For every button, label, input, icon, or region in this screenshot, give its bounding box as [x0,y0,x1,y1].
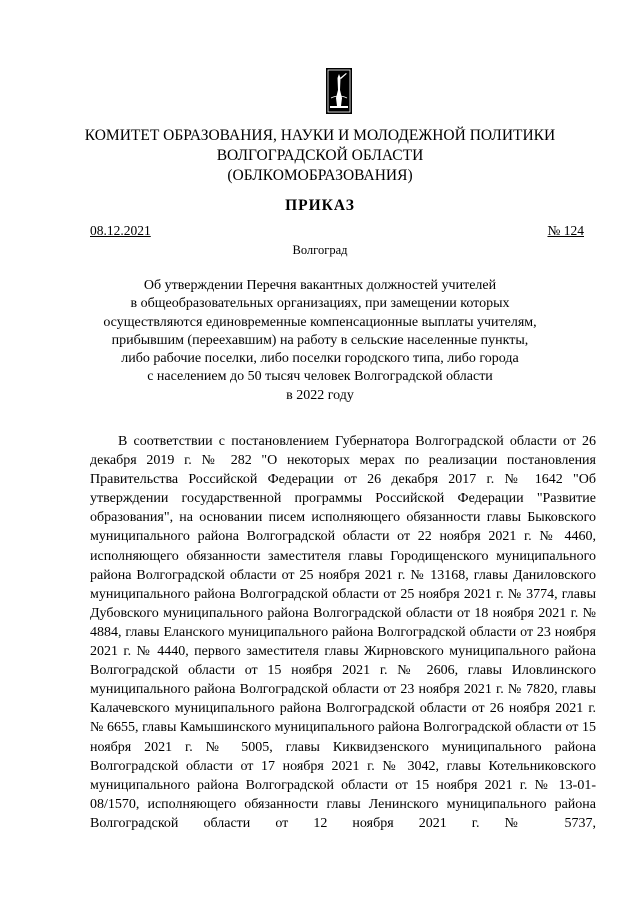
subject-line: прибывшим (переехавшим) на работу в сельские населенные пункты, [111,332,529,348]
body-paragraph: В соответствии с постановлением Губернатора Волгоградской области от 26 декабря 2019 г. № 282 "О некоторых мерах по реализации постановления Правительства Российской Федерации от 26 декабря 2017 г. № 1642 "Об утверждении государственной программы Российской Федерации "Развитие образования", на основании писем исполняющего обязанности главы Быковского муниципального района Волгоградской области от 22 ноября 2021 г. № 4460, исполняющего обязанности заместителя главы Городищенского муниципального района Волгоградской области от 25 ноября 2021 г. № 13168, главы Даниловского муниципального района Волгоградской области от 25 ноября 2021 г. № 3774, главы Дубовского муниципального района Волгоградской области от 18 ноября 2021 г. № 4884, главы Еланского муниципального района Волгоградской области от 23 ноября 2021 г. № 4440, первого заместителя главы Жирновского муниципального района Волгоградской области от 15 ноября 2021 г. № 2606, главы Иловлинского муниципального района Волгоградской области от 23 ноября 2021 г. № 7820, главы Калачевского муниципального района Волгоградской области от 26 ноября 2021 г. № 6655, главы Камышинского муниципального района Волгоградской области от 15 ноября 2021 г. № 5005, главы Киквидзенского муниципального района Волгоградской области от 17 ноября 2021 г. № 3042, главы Котельниковского муниципального района Волгоградской области от 15 ноября 2021 г. № 13-01-08/1570, исполняющего обязанности главы Ленинского муниципального района Волгоградской области от 12 ноября 2021 г. № 5737, [90,434,596,831]
document-date: 08.12.2021 [90,223,151,238]
subject-line: в 2022 году [286,387,354,403]
organization-name [0,126,640,186]
volgograd-emblem-icon [326,68,352,114]
subject-line: либо рабочие поселки, либо поселки городского типа, либо города [121,351,519,367]
document-number: № 124 [547,223,584,238]
document-city: Волгоград [292,243,348,257]
subject-line: в общеобразовательных организациях, при замещении которых [130,296,510,312]
subject-line: с населением до 50 тысяч человек Волгоградской области [147,369,493,385]
org-line: ВОЛГОГРАДСКОЙ ОБЛАСТИ [216,147,424,164]
document-subject [0,277,640,405]
subject-line: осуществляются единовременные компенсационные выплаты учителям, [103,314,537,330]
org-line: (ОБЛКОМОБРАЗОВАНИЯ) [227,167,413,184]
document-type: ПРИКАЗ [285,197,355,214]
org-line: КОМИТЕТ ОБРАЗОВАНИЯ, НАУКИ И МОЛОДЕЖНОЙ ПОЛИТИКИ [84,127,556,144]
subject-line: Об утверждении Перечня вакантных должностей учителей [143,278,497,293]
